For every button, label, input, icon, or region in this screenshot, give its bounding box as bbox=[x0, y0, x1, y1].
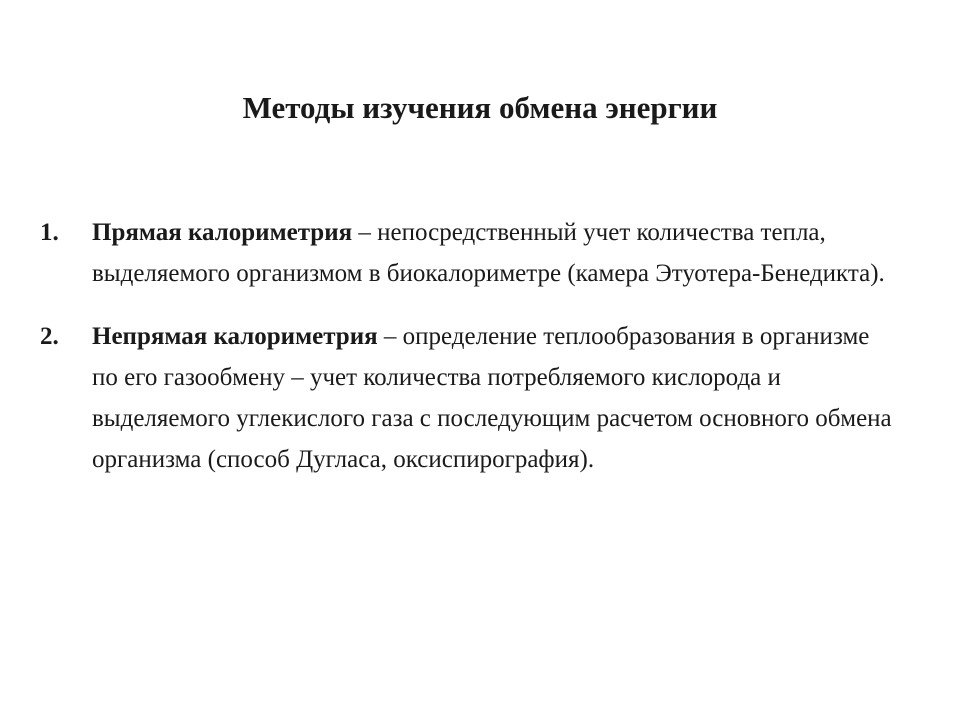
item-term: Прямая калориметрия bbox=[92, 219, 353, 246]
slide-title: Методы изучения обмена энергии bbox=[242, 90, 718, 125]
item-term: Непрямая калориметрия bbox=[92, 323, 378, 350]
item-number: 1. bbox=[40, 219, 59, 246]
list-item bbox=[40, 212, 900, 294]
methods-list bbox=[40, 212, 900, 480]
item-number: 2. bbox=[40, 323, 59, 350]
item-text: – определение теплообразования в организме по его газообмену – учет количества потребляемого кислорода и выделяемого углекислого газа с последующим расчетом основного обмена организма (способ Дугласа, оксиспирография). bbox=[92, 323, 892, 473]
item-text: – непосредственный учет количества тепла, выделяемого организмом в биокалориметре (камера Этуотера-Бенедикта). bbox=[92, 219, 885, 287]
list-item bbox=[40, 316, 900, 480]
